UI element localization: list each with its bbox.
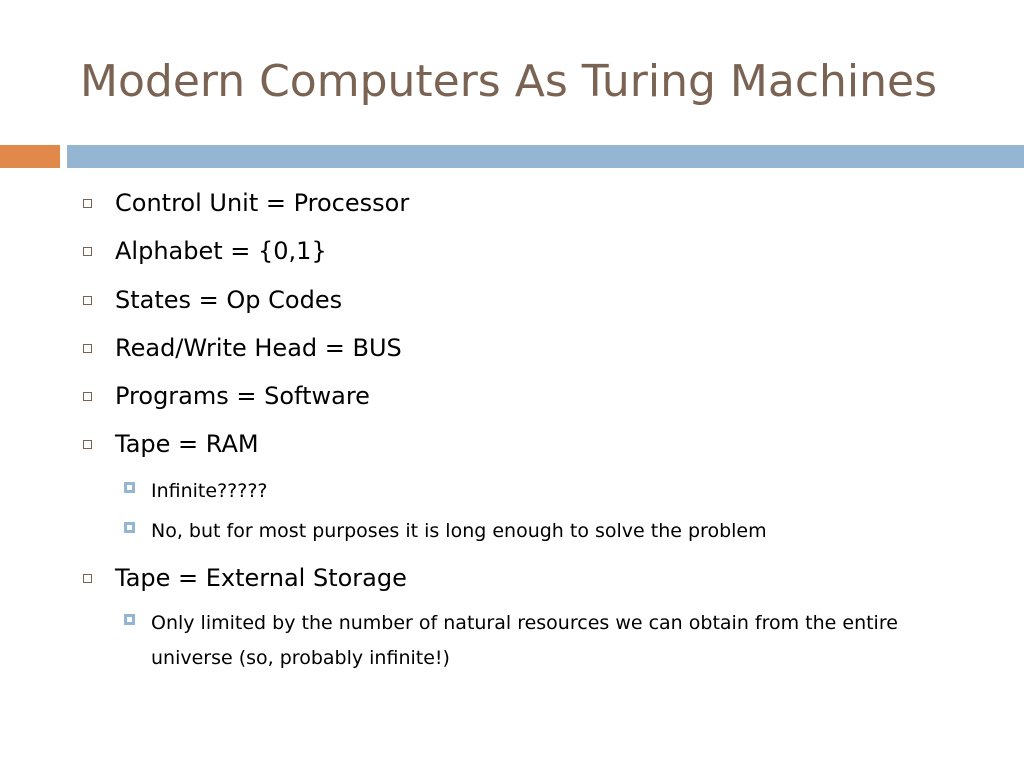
hollow-square-bullet-icon <box>83 344 92 353</box>
bullet-text: Alphabet = {0,1} <box>115 237 327 265</box>
bullet-text: States = Op Codes <box>115 286 343 314</box>
slide-title: Modern Computers As Turing Machines <box>80 56 938 107</box>
filled-square-bullet-icon <box>124 482 135 493</box>
hollow-square-bullet-icon <box>83 296 92 305</box>
hollow-square-bullet-icon <box>83 247 92 256</box>
sub-bullet-text: No, but for most purposes it is long enough to solve the problem <box>151 520 767 542</box>
filled-square-bullet-icon <box>124 614 135 625</box>
sub-bullet-text: Only limited by the number of natural resources we can obtain from the entire universe (so, probably infinite!) <box>151 612 898 669</box>
bullet-text: Tape = External Storage <box>115 564 407 592</box>
bullet-text: Tape = RAM <box>115 430 259 458</box>
hollow-square-bullet-icon <box>83 440 92 449</box>
bullet-text: Control Unit = Processor <box>115 189 410 217</box>
hollow-square-bullet-icon <box>83 199 92 208</box>
filled-square-bullet-icon <box>124 522 135 533</box>
sub-bullet-text: Infinite????? <box>151 480 268 502</box>
hollow-square-bullet-icon <box>83 392 92 401</box>
bullet-text: Programs = Software <box>115 382 370 410</box>
bullet-text: Read/Write Head = BUS <box>115 334 402 362</box>
hollow-square-bullet-icon <box>83 574 92 583</box>
